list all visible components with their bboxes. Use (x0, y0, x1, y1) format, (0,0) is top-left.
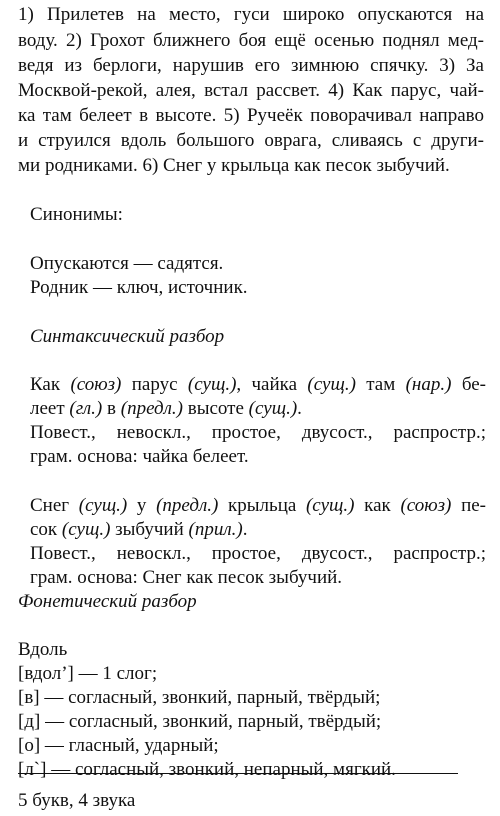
syntax-sentence-line: Снег (сущ.) у (предл.) крыльца (сущ.) как (союз) пе- (30, 495, 487, 516)
phonetic-line: [д] — согласный, звонкий, парный, твёрдый; (18, 711, 382, 732)
exercise-line: и струился вдоль большого оврага, сливаясь с други- (18, 130, 484, 151)
exercise-line: воду. 2) Грохот ближнего боя ещё осенью поднял мед- (18, 30, 484, 51)
syntax-heading: Синтаксический разбор (30, 326, 225, 347)
syntax-sentence-line: леет (гл.) в (предл.) высоте (сущ.). (30, 398, 302, 419)
syntax-description: Повест., невоскл., простое, двусост., распростр.; (30, 422, 486, 443)
exercise-line: ка там белеет в высоте. 5) Ручеёк поворачивал направо (18, 105, 484, 126)
synonyms-heading: Синонимы: (30, 204, 123, 225)
grammar-basis: грам. основа: Снег как песок зыбучий. (30, 567, 343, 588)
synonym-line: Родник — ключ, источник. (30, 277, 248, 298)
syntax-description: Повест., невоскл., простое, двусост., распростр.; (30, 543, 486, 564)
divider-line (18, 773, 458, 774)
syntax-sentence-line: сок (сущ.) зыбучий (прил.). (30, 519, 248, 540)
synonym-line: Опускаются — садятся. (30, 253, 224, 274)
phonetic-line: [о] — гласный, ударный; (18, 735, 219, 756)
grammar-basis: грам. основа: чайка белеет. (30, 446, 249, 467)
phonetic-summary: 5 букв, 4 звука (18, 790, 136, 811)
phonetic-line: [в] — согласный, звонкий, парный, твёрдый; (18, 687, 381, 708)
phonetic-line: [л`] — согласный, звонкий, непарный, мягкий. (18, 759, 396, 780)
exercise-line: Москвой-рекой, алея, встал рассвет. 4) Как парус, чай- (18, 80, 484, 101)
phonetic-line: [вдол’] — 1 слог; (18, 663, 158, 684)
exercise-line: ми родниками. 6) Снег у крыльца как песок зыбучий. (18, 155, 450, 176)
phonetic-word: Вдоль (18, 639, 68, 660)
syntax-sentence-line: Как (союз) парус (сущ.), чайка (сущ.) там (нар.) бе- (30, 374, 486, 395)
exercise-line: 1) Прилетев на место, гуси широко опускаются на (18, 4, 484, 25)
phonetic-heading: Фонетический разбор (18, 591, 197, 612)
exercise-line: ведя из берлоги, нарушив его зимнюю спячку. 3) За (18, 55, 484, 76)
